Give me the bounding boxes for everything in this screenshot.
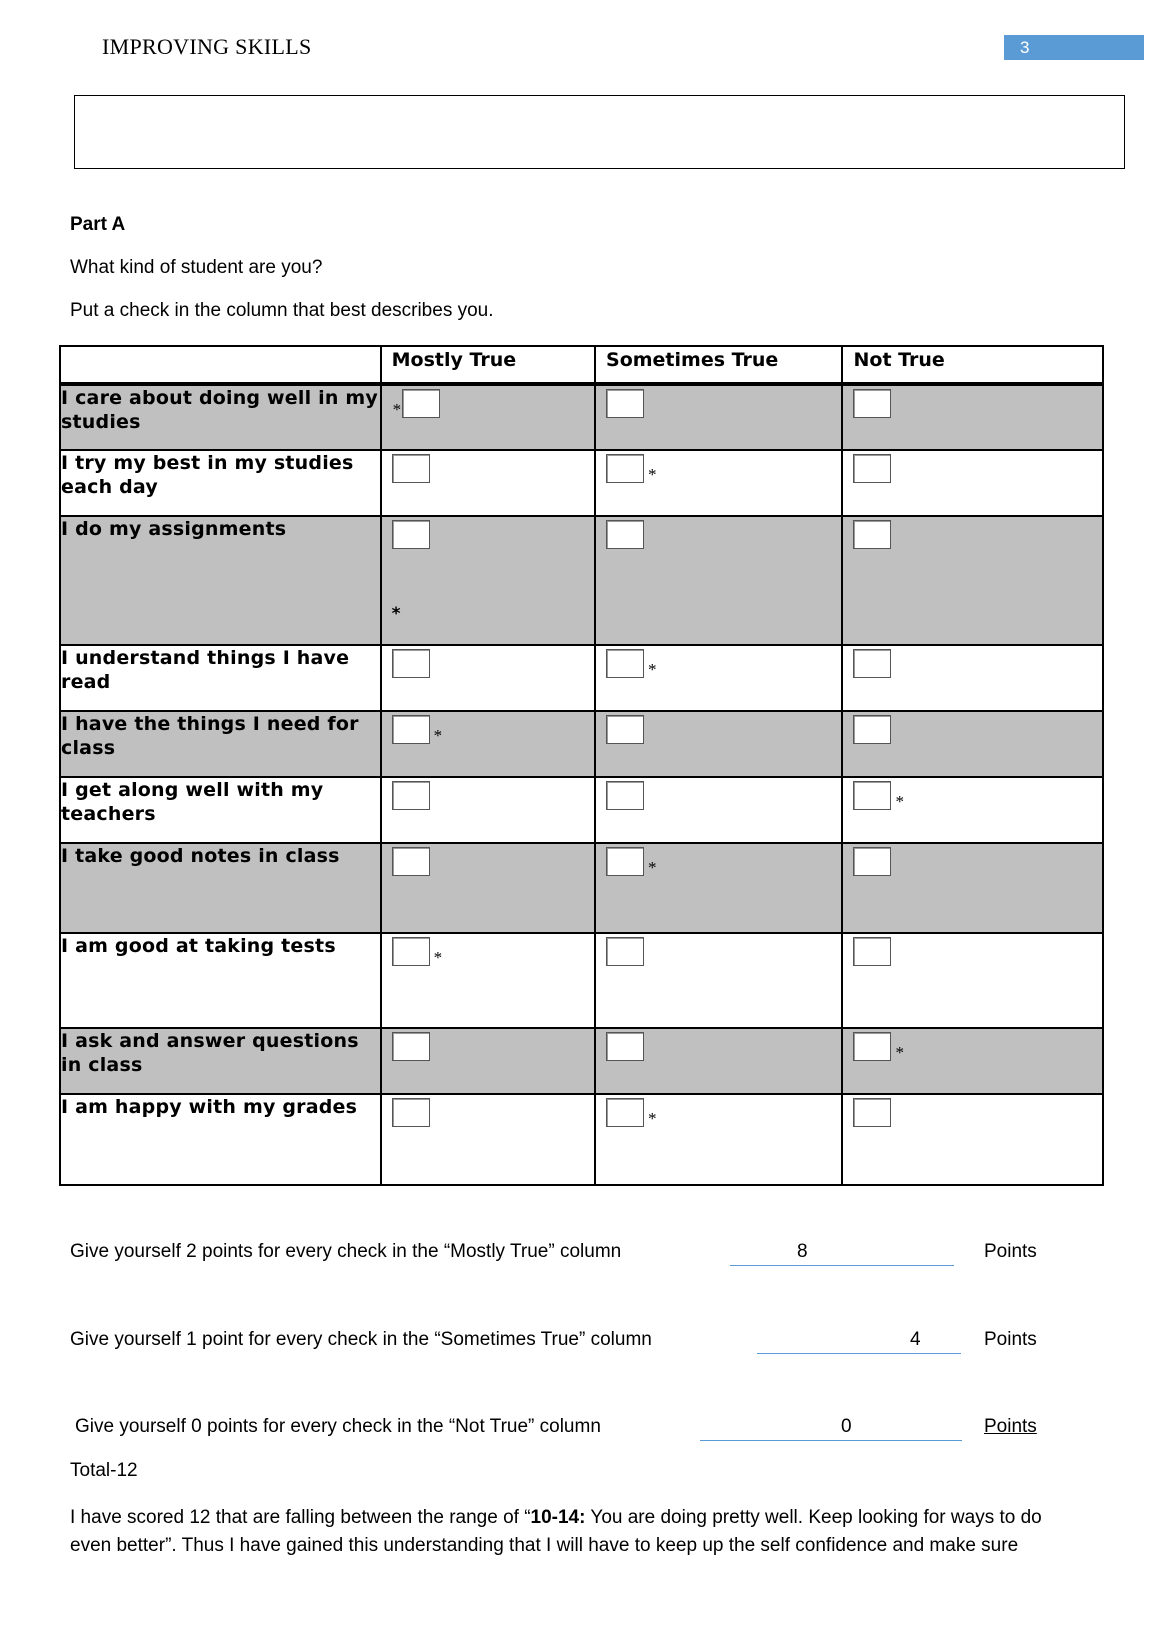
check-mark: * [648,465,657,484]
checkbox[interactable] [606,715,644,744]
survey-table [59,345,1104,1186]
checkbox[interactable] [853,937,891,966]
table-row [60,450,1103,516]
mostly-true-cell [381,843,595,933]
checkbox[interactable] [606,1032,644,1061]
score-value: 4 [910,1329,921,1350]
checkbox[interactable] [853,649,891,678]
checkbox[interactable] [392,454,430,483]
statement-cell: I try my best in my studies each day [60,450,381,516]
mostly-true-cell [381,1028,595,1094]
sometimes-true-cell [595,384,842,450]
mostly-true-cell [381,450,595,516]
conclusion-range: 10-14: [530,1507,586,1528]
score-row-mostly-true [70,1241,1070,1271]
part-label: Part A [70,214,126,235]
check-mark: * [391,604,401,624]
sometimes-true-cell [595,516,842,645]
check-mark: * [648,1109,657,1128]
checkbox[interactable] [606,937,644,966]
not-true-cell [842,384,1103,450]
check-mark: * [433,948,443,967]
not-true-cell [842,843,1103,933]
mostly-true-cell [381,777,595,843]
score-row-not-true [70,1416,1070,1446]
score-label: Give yourself 0 points for every check in the “Not True” column [75,1416,601,1437]
checkbox[interactable] [853,781,891,810]
table-row [60,645,1103,711]
table-row [60,933,1103,1028]
sometimes-true-cell [595,843,842,933]
header-mostly-true: Mostly True [381,346,595,384]
checkbox[interactable] [402,389,440,418]
check-mark: * [648,858,657,877]
table-header-row [60,346,1103,384]
checkbox[interactable] [606,847,644,876]
score-label: Give yourself 2 points for every check in the “Mostly True” column [70,1241,622,1262]
not-true-cell [842,933,1103,1028]
not-true-cell [842,1094,1103,1185]
checkbox[interactable] [606,389,644,418]
checkbox[interactable] [392,937,430,966]
checkbox[interactable] [392,520,430,549]
table-row [60,516,1103,645]
checkbox[interactable] [392,1098,430,1127]
checkbox[interactable] [853,520,891,549]
header-title: IMPROVING SKILLS [102,34,312,59]
score-value: 0 [841,1416,852,1437]
checkbox[interactable] [853,1098,891,1127]
table-row [60,384,1103,450]
page-number: 3 [1004,35,1144,60]
statement-cell: I do my assignments [60,516,381,645]
score-underline [730,1265,954,1266]
score-underline [700,1440,962,1441]
points-label: Points [984,1329,1037,1350]
not-true-cell [842,645,1103,711]
score-row-sometimes-true [70,1329,1070,1359]
conclusion-start: I have scored 12 that are falling between the range of “ [70,1507,531,1528]
checkbox[interactable] [392,649,430,678]
statement-cell: I care about doing well in my studies [60,384,381,450]
mostly-true-cell [381,711,595,777]
header-sometimes-true: Sometimes True [595,346,842,384]
mostly-true-cell [381,1094,595,1185]
mostly-true-cell [381,516,595,645]
conclusion-rest: You are doing pretty well. Keep looking for ways to do [585,1507,1042,1528]
check-mark: * [895,1043,904,1062]
total-text: Total-12 [70,1460,138,1481]
mostly-true-cell [381,384,595,450]
table-row [60,1094,1103,1185]
conclusion-line-2: even better”. Thus I have gained this understanding that I will have to keep up the self confidence and make sure [70,1535,1019,1556]
conclusion-paragraph [70,1504,1110,1560]
question-text: What kind of student are you? [70,257,323,278]
instruction-text: Put a check in the column that best describes you. [70,300,494,321]
sometimes-true-cell [595,450,842,516]
checkbox[interactable] [853,1032,891,1061]
sometimes-true-cell [595,777,842,843]
statement-cell: I am happy with my grades [60,1094,381,1185]
table-row [60,777,1103,843]
score-label: Give yourself 1 point for every check in the “Sometimes True” column [70,1329,652,1350]
statement-cell: I understand things I have read [60,645,381,711]
empty-text-box [74,95,1125,169]
mostly-true-cell [381,645,595,711]
score-value: 8 [797,1241,808,1262]
table-row [60,843,1103,933]
check-mark: * [895,792,904,811]
sometimes-true-cell [595,1094,842,1185]
not-true-cell [842,450,1103,516]
checkbox[interactable] [606,520,644,549]
statement-cell: I get along well with my teachers [60,777,381,843]
statement-cell: I am good at taking tests [60,933,381,1028]
table-row [60,711,1103,777]
statement-cell: I ask and answer questions in class [60,1028,381,1094]
check-mark: * [648,660,657,679]
not-true-cell [842,711,1103,777]
not-true-cell [842,777,1103,843]
header-not-true: Not True [842,346,1103,384]
checkbox[interactable] [853,715,891,744]
checkbox[interactable] [853,847,891,876]
sometimes-true-cell [595,711,842,777]
checkbox[interactable] [606,454,644,483]
checkbox[interactable] [606,649,644,678]
checkbox[interactable] [606,781,644,810]
checkbox[interactable] [392,847,430,876]
sometimes-true-cell [595,1028,842,1094]
check-mark: * [392,400,402,419]
sometimes-true-cell [595,645,842,711]
not-true-cell [842,516,1103,645]
check-mark: * [433,726,443,745]
score-underline [757,1353,961,1354]
checkbox[interactable] [606,1098,644,1127]
checkbox[interactable] [853,389,891,418]
points-label: Points [984,1416,1037,1437]
not-true-cell [842,1028,1103,1094]
sometimes-true-cell [595,933,842,1028]
statement-cell: I have the things I need for class [60,711,381,777]
checkbox[interactable] [853,454,891,483]
points-label: Points [984,1241,1037,1262]
checkbox[interactable] [392,715,430,744]
header-blank [60,346,381,384]
statement-cell: I take good notes in class [60,843,381,933]
mostly-true-cell [381,933,595,1028]
checkbox[interactable] [392,1032,430,1061]
table-row [60,1028,1103,1094]
checkbox[interactable] [392,781,430,810]
